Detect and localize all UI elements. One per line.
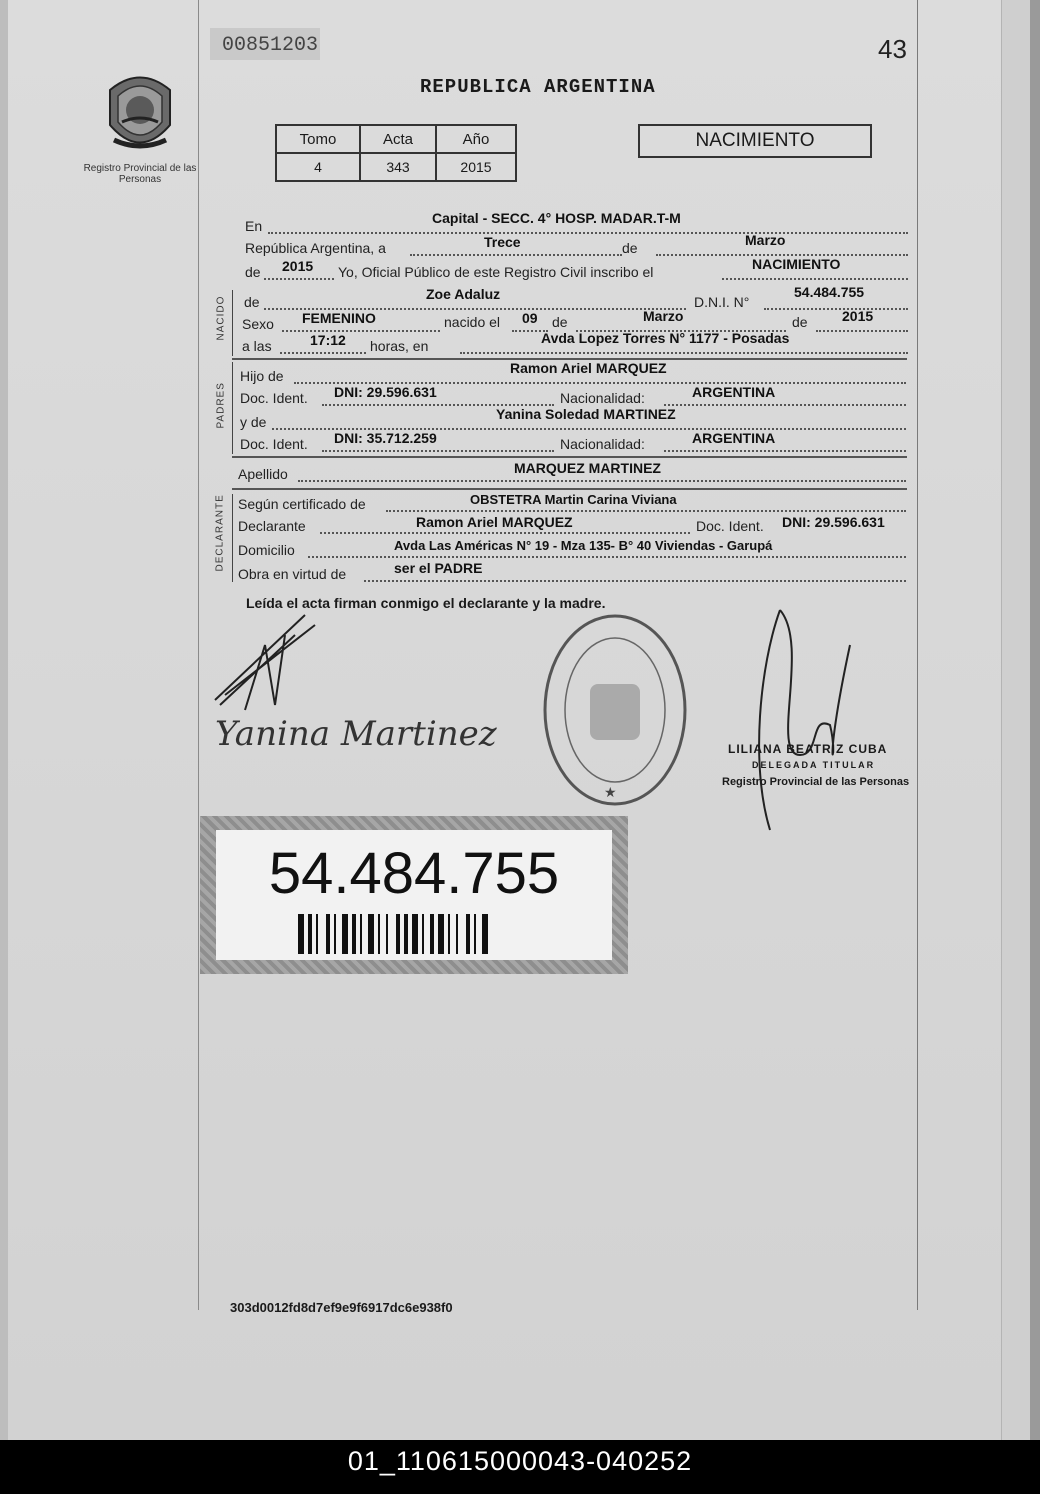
sexo-value: FEMENINO [302,310,376,326]
hora-value: 17:12 [310,332,346,348]
hijo-label: Hijo de [240,368,284,384]
certificado-label: Según certificado de [238,496,366,512]
anio-value: 2015 [436,153,516,181]
acta-value: 343 [360,153,436,181]
row-fecha [0,232,1030,260]
row-declarante [0,514,1030,540]
de4-label: de [552,314,568,330]
serial-number: 00851203 [222,34,319,57]
nac-mes-value: Marzo [643,308,684,324]
apellido-label: Apellido [238,466,288,482]
madre-doc-value: DNI: 35.712.259 [334,430,437,446]
row-padre [0,360,1030,388]
y-de-label: y de [240,414,267,430]
document-hash: 303d0012fd8d7ef9e9f6917dc6e938f0 [230,1300,453,1315]
decl-doc-value: DNI: 29.596.631 [782,514,885,530]
closing-statement: Leída el acta firman conmigo el declarante y la madre. [246,595,606,611]
record-type-box: NACIMIENTO [638,124,872,158]
mes-value: Marzo [745,232,786,248]
sexo-label: Sexo [242,316,274,332]
padre-value: Ramon Ariel MARQUEZ [510,360,667,376]
tomo-header: Tomo [276,125,360,153]
domicilio-label: Domicilio [238,542,295,558]
official-name: LILIANA BEATRIZ CUBA [728,742,888,756]
row-hora-lugar [0,330,1030,358]
acta-header: Acta [360,125,436,153]
official-stamp [540,612,690,812]
tomo-value: 4 [276,153,360,181]
dni-label: D.N.I. N° [694,294,750,310]
provincial-seal-icon [100,70,180,160]
svg-text:★: ★ [604,784,617,800]
row-nombre [0,284,1030,312]
official-role: DELEGADA TITULAR [752,760,876,770]
padre-doc-label: Doc. Ident. [240,390,308,406]
row-madre [0,406,1030,434]
obra-value: ser el PADRE [394,560,483,576]
signature-text: Yanina Martinez [215,714,497,754]
mother-signature [205,605,525,795]
row-apellido [0,460,1030,486]
side-label-nacido: NACIDO [215,295,227,341]
row-en [0,210,1030,236]
dni-value: 54.484.755 [794,284,865,300]
lugar-value: Avda Lopez Torres N° 1177 - Posadas [541,330,790,346]
nac-anio-value: 2015 [842,308,874,324]
de-label: de [622,240,638,256]
yo-text: Yo, Oficial Público de este Registro Civil inscribo el [338,264,654,280]
row-obra [0,560,1030,588]
page-number: 43 [878,34,907,64]
de2-label: de [245,264,261,280]
side-label-padres: PADRES [215,382,227,429]
decl-doc-label: Doc. Ident. [696,518,764,534]
dia-value: Trece [484,234,521,250]
official-office: Registro Provincial de las Personas [722,776,910,788]
anio-inscripcion-value: 2015 [282,258,314,274]
document-title: REPUBLICA ARGENTINA [420,76,656,98]
en-label: En [245,218,263,234]
horas-en-label: horas, en [370,338,429,354]
nac-dia-value: 09 [522,310,538,326]
republica-label: República Argentina, a [245,240,386,256]
margin-line-right [917,0,918,1310]
official-signature [740,605,870,835]
de5-label: de [792,314,808,330]
margin-line-left [198,0,199,1310]
row-madre-doc [0,430,1030,458]
side-label-declarante: DECLARANTE [214,494,226,572]
madre-nacionalidad-label: Nacionalidad: [560,436,645,452]
apellido-value: MARQUEZ MARTINEZ [514,460,661,476]
nombre-value: Zoe Adaluz [426,286,501,302]
nacido-label: nacido el [444,314,501,330]
row-inscripcion [0,256,1030,282]
record-table [275,124,517,182]
padre-doc-value: DNI: 29.596.631 [334,384,437,400]
barcode-icon [298,914,558,954]
dni-sticker-number: 54.484.755 [268,841,560,906]
madre-doc-label: Doc. Ident. [240,436,308,452]
footer-id: 01_110615000043-040252 [347,1446,693,1476]
declarante-label: Declarante [238,518,306,534]
padre-nac-value: ARGENTINA [692,384,776,400]
certificado-value: OBSTETRA Martin Carina Viviana [470,492,677,507]
declarante-value: Ramon Ariel MARQUEZ [416,514,573,530]
domicilio-value: Avda Las Américas N° 19 - Mza 135- B° 40 Viviendas - Garupá [394,538,773,553]
madre-nac-value: ARGENTINA [692,430,776,446]
de3-label: de [244,294,260,310]
dni-sticker [200,816,628,974]
obra-label: Obra en virtud de [238,566,347,582]
row-sexo [0,308,1030,336]
a-las-label: a las [242,338,272,354]
logo-caption: Registro Provincial de las Personas [83,163,197,185]
row-domicilio [0,538,1030,564]
madre-value: Yanina Soledad MARTINEZ [496,406,676,422]
padre-nacionalidad-label: Nacionalidad: [560,390,645,406]
en-value: Capital - SECC. 4° HOSP. MADAR.T-M [432,210,681,226]
evento-value: NACIMIENTO [752,256,841,272]
anio-header: Año [436,125,516,153]
